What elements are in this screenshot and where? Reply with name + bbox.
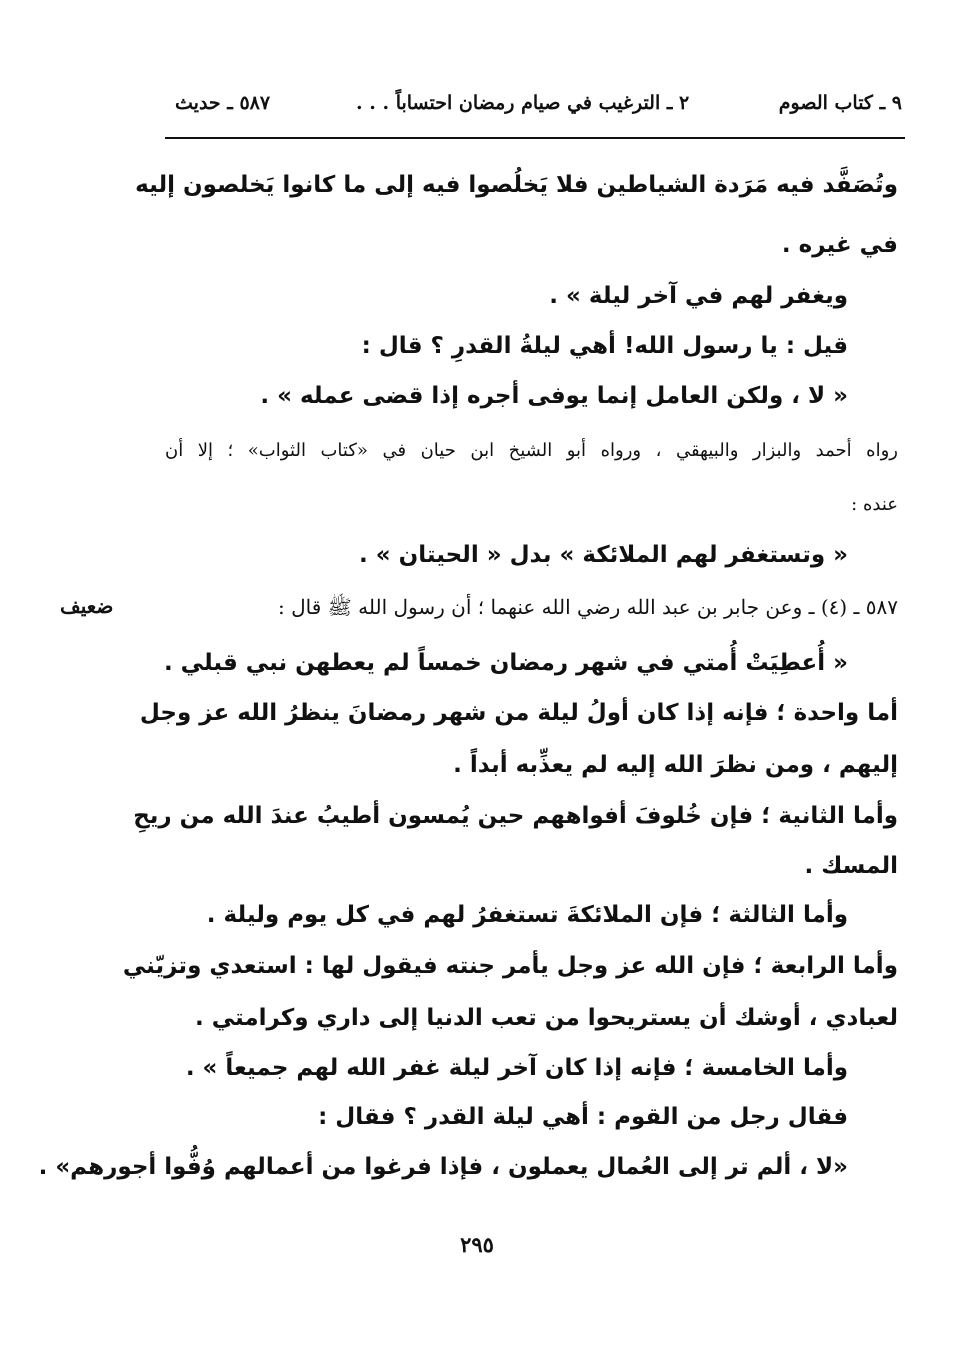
text-line: وأما الرابعة ؛ فإن الله عز وجل يأمر جنته فيقول لها : استعدي وتزيّني — [122, 953, 898, 979]
reference-line: عنده : — [851, 494, 898, 515]
header-book-title: ٩ ـ كتاب الصوم — [778, 92, 902, 114]
text-line: إليهم ، ومن نظرَ الله إليه لم يعذِّبه أبداً . — [453, 752, 898, 778]
text-line: المسك . — [804, 853, 898, 879]
text-line: قيل : يا رسول الله! أهي ليلةُ القدرِ ؟ قال : — [361, 333, 848, 359]
hadith-header-line: ٥٨٧ ـ (٤) ـ وعن جابر بن عبد الله رضي الله عنهما ؛ أن رسول الله ﷺ قال : — [278, 595, 898, 619]
reference-line: رواه أحمد والبزار والبيهقي ، ورواه أبو الشيخ ابن حيان في «كتاب الثواب» ؛ إلا أن — [165, 440, 898, 461]
header-hadith-number: ٥٨٧ ـ حديث — [175, 92, 271, 114]
grade-label: ضعيف — [60, 594, 114, 618]
text-line: « وتستغفر لهم الملائكة » بدل « الحيتان » . — [358, 542, 848, 568]
header-chapter-title: ٢ ـ الترغيب في صيام رمضان احتساباً . . . — [356, 92, 690, 114]
text-line: فقال رجل من القوم : أهي ليلة القدر ؟ فقال : — [318, 1104, 848, 1130]
text-line: ويغفر لهم في آخر ليلة » . — [549, 283, 848, 309]
text-line: « أُعطِيَتْ أُمتي في شهر رمضان خمساً لم يعطهن نبي قبلي . — [163, 650, 848, 676]
text-line: وأما الخامسة ؛ فإنه إذا كان آخر ليلة غفر الله لهم جميعاً » . — [185, 1055, 848, 1081]
text-line: في غيره . — [781, 232, 898, 258]
text-line: وتُصَفَّد فيه مَرَدة الشياطين فلا يَخلُصوا فيه إلى ما كانوا يَخلصون إليه — [135, 172, 898, 198]
page-number: ٢٩٥ — [460, 1232, 494, 1257]
text-line: وأما الثالثة ؛ فإن الملائكةَ تستغفرُ لهم في كل يوم وليلة . — [206, 902, 848, 928]
text-line: وأما الثانية ؛ فإن خُلوفَ أفواههم حين يُمسون أطيبُ عندَ الله من ريحِ — [133, 803, 898, 829]
text-line: أما واحدة ؛ فإنه إذا كان أولُ ليلة من شهر رمضانَ ينظرُ الله عز وجل — [139, 700, 898, 726]
text-line: لعبادي ، أوشك أن يستريحوا من تعب الدنيا إلى داري وكرامتي . — [195, 1005, 898, 1031]
header-rule — [165, 137, 905, 139]
text-line: « لا ، ولكن العامل إنما يوفى أجره إذا قضى عمله » . — [260, 383, 848, 409]
text-line: «لا ، ألم تر إلى العُمال يعملون ، فإذا فرغوا من أعمالهم وُفُّوا أجورهم» . — [38, 1154, 848, 1180]
